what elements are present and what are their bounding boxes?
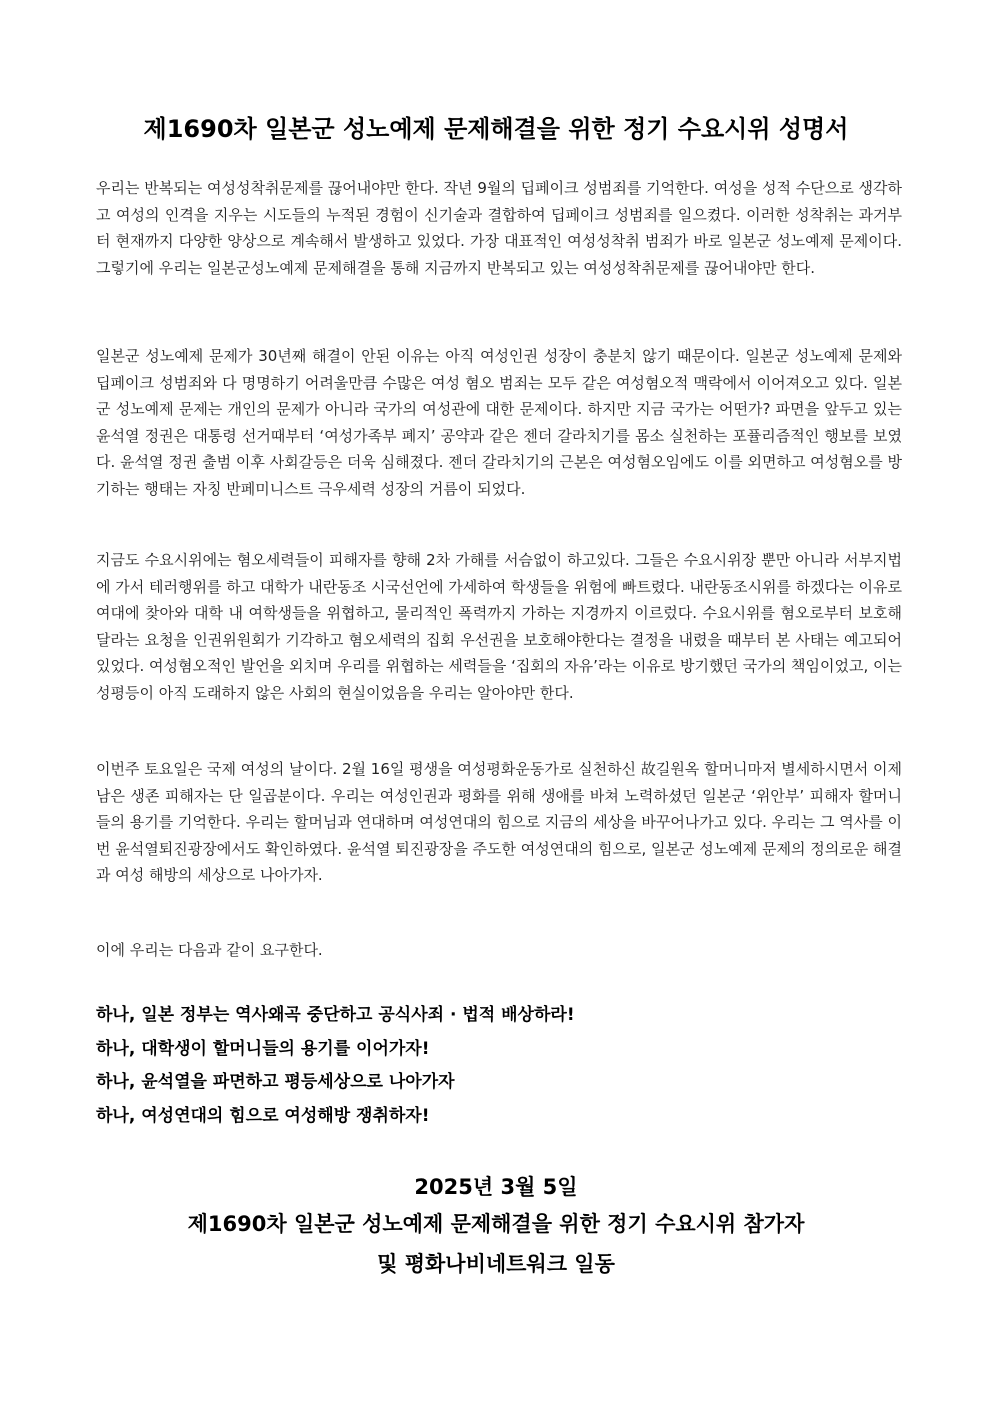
- paragraph-1: 우리는 반복되는 여성성착취문제를 끊어내야만 한다. 작년 9월의 딥페이크 성범죄를 기억한다. 여성을 성적 수단으로 생각하고 여성의 인격을 지우는 시도들의 누적된 경험이 신기술과 결합하여 딥페이크 성범죄를 일으켰다. 이러한 성착취는 과거부터 현재까지 다양한 양상으로 계속해서 발생하고 있었다. 가장 대표적인 여성성착취 범죄가 바로 일본군 성노예제 문제이다. 그렇기에 우리는 일본군성노예제 문제해결을 통해 지금까지 반복되고 있는 여성성착취문제를 끊어내야만 한다.: [96, 179, 902, 277]
- closing-signatory-line-2: 및 평화나비네트워크 일동: [377, 1252, 615, 1276]
- paragraph-2: 일본군 성노예제 문제가 30년째 해결이 안된 이유는 아직 여성인권 성장이 충분치 않기 때문이다. 일본군 성노예제 문제와 딥페이크 성범죄와 다 명명하기 어려울만큼 수많은 여성 혐오 범죄는 모두 같은 여성혐오적 맥락에서 이어져오고 있다. 일본군 성노예제 문제는 개인의 문제가 아니라 국가의 여성관에 대한 문제이다. 하지만 지금 국가는 어떤가? 파면을 앞두고 있는 윤석열 정권은 대통령 선거때부터 ‘여성가족부 폐지’ 공약과 같은 젠더 갈라치기를 몸소 실천하는 포퓰리즘적인 행보를 보였다. 윤석열 정권 출범 이후 사회갈등은 더욱 심해졌다. 젠더 갈라치기의 근본은 여성혐오임에도 이를 외면하고 여성혐오를 방기하는 행태는 자칭 반페미니스트 극우세력 성장의 거름이 되었다.: [96, 347, 902, 498]
- demand-item: 하나, 일본 정부는 역사왜곡 중단하고 공식사죄 · 법적 배상하라!: [96, 1005, 575, 1025]
- demand-item: 하나, 대학생이 할머니들의 용기를 이어가자!: [96, 1038, 430, 1059]
- paragraph-3: 지금도 수요시위에는 혐오세력들이 피해자를 향해 2차 가해를 서슴없이 하고있다. 그들은 수요시위장 뿐만 아니라 서부지법에 가서 테러행위를 하고 대학가 내란동조 시국선언에 가세하여 학생들을 위험에 빠트렸다. 내란동조시위를 하겠다는 이유로 여대에 찾아와 대학 내 여학생들을 위협하고, 물리적인 폭력까지 가하는 지경까지 이르렀다. 수요시위를 혐오로부터 보호해달라는 요청을 인권위원회가 기각하고 혐오세력의 집회 우선권을 보호해야한다는 결정을 내렸을 때부터 본 사태는 예고되어있었다. 여성혐오적인 발언을 외치며 우리를 위협하는 세력들을 ‘집회의 자유’라는 이유로 방기했던 국가의 책임이었고, 이는 성평등이 아직 도래하지 않은 사회의 현실이었음을 우리는 알아야만 한다.: [96, 551, 902, 702]
- demands-intro: 이에 우리는 다음과 같이 요구한다.: [96, 941, 323, 959]
- demands-list: [96, 999, 902, 1133]
- closing-signatory-line-1: 제1690차 일본군 성노예제 문제해결을 위한 정기 수요시위 참가자: [187, 1212, 805, 1236]
- demand-item: 하나, 여성연대의 힘으로 여성해방 쟁취하자!: [96, 1105, 430, 1126]
- demand-item: 하나, 윤석열을 파면하고 평등세상으로 나아가자: [96, 1072, 455, 1092]
- paragraph-4: 이번주 토요일은 국제 여성의 날이다. 2월 16일 평생을 여성평화운동가로 실천하신 故길원옥 할머니마저 별세하시면서 이제 남은 생존 피해자는 단 일곱분이다. 우리는 여성인권과 평화를 위해 생애를 바쳐 노력하셨던 일본군 ‘위안부’ 피해자 할머니들의 용기를 기억한다. 우리는 할머님과 연대하며 여성연대의 힘으로 지금의 세상을 바꾸어나가고 있다. 우리는 그 역사를 이번 윤석열퇴진광장에서도 확인하였다. 윤석열 퇴진광장을 주도한 여성연대의 힘으로, 일본군 성노예제 문제의 정의로운 해결과 여성 해방의 세상으로 나아가자.: [96, 760, 902, 885]
- closing-date: 2025년 3월 5일: [414, 1175, 578, 1199]
- document-title: 제1690차 일본군 성노예제 문제해결을 위한 정기 수요시위 성명서: [143, 115, 849, 143]
